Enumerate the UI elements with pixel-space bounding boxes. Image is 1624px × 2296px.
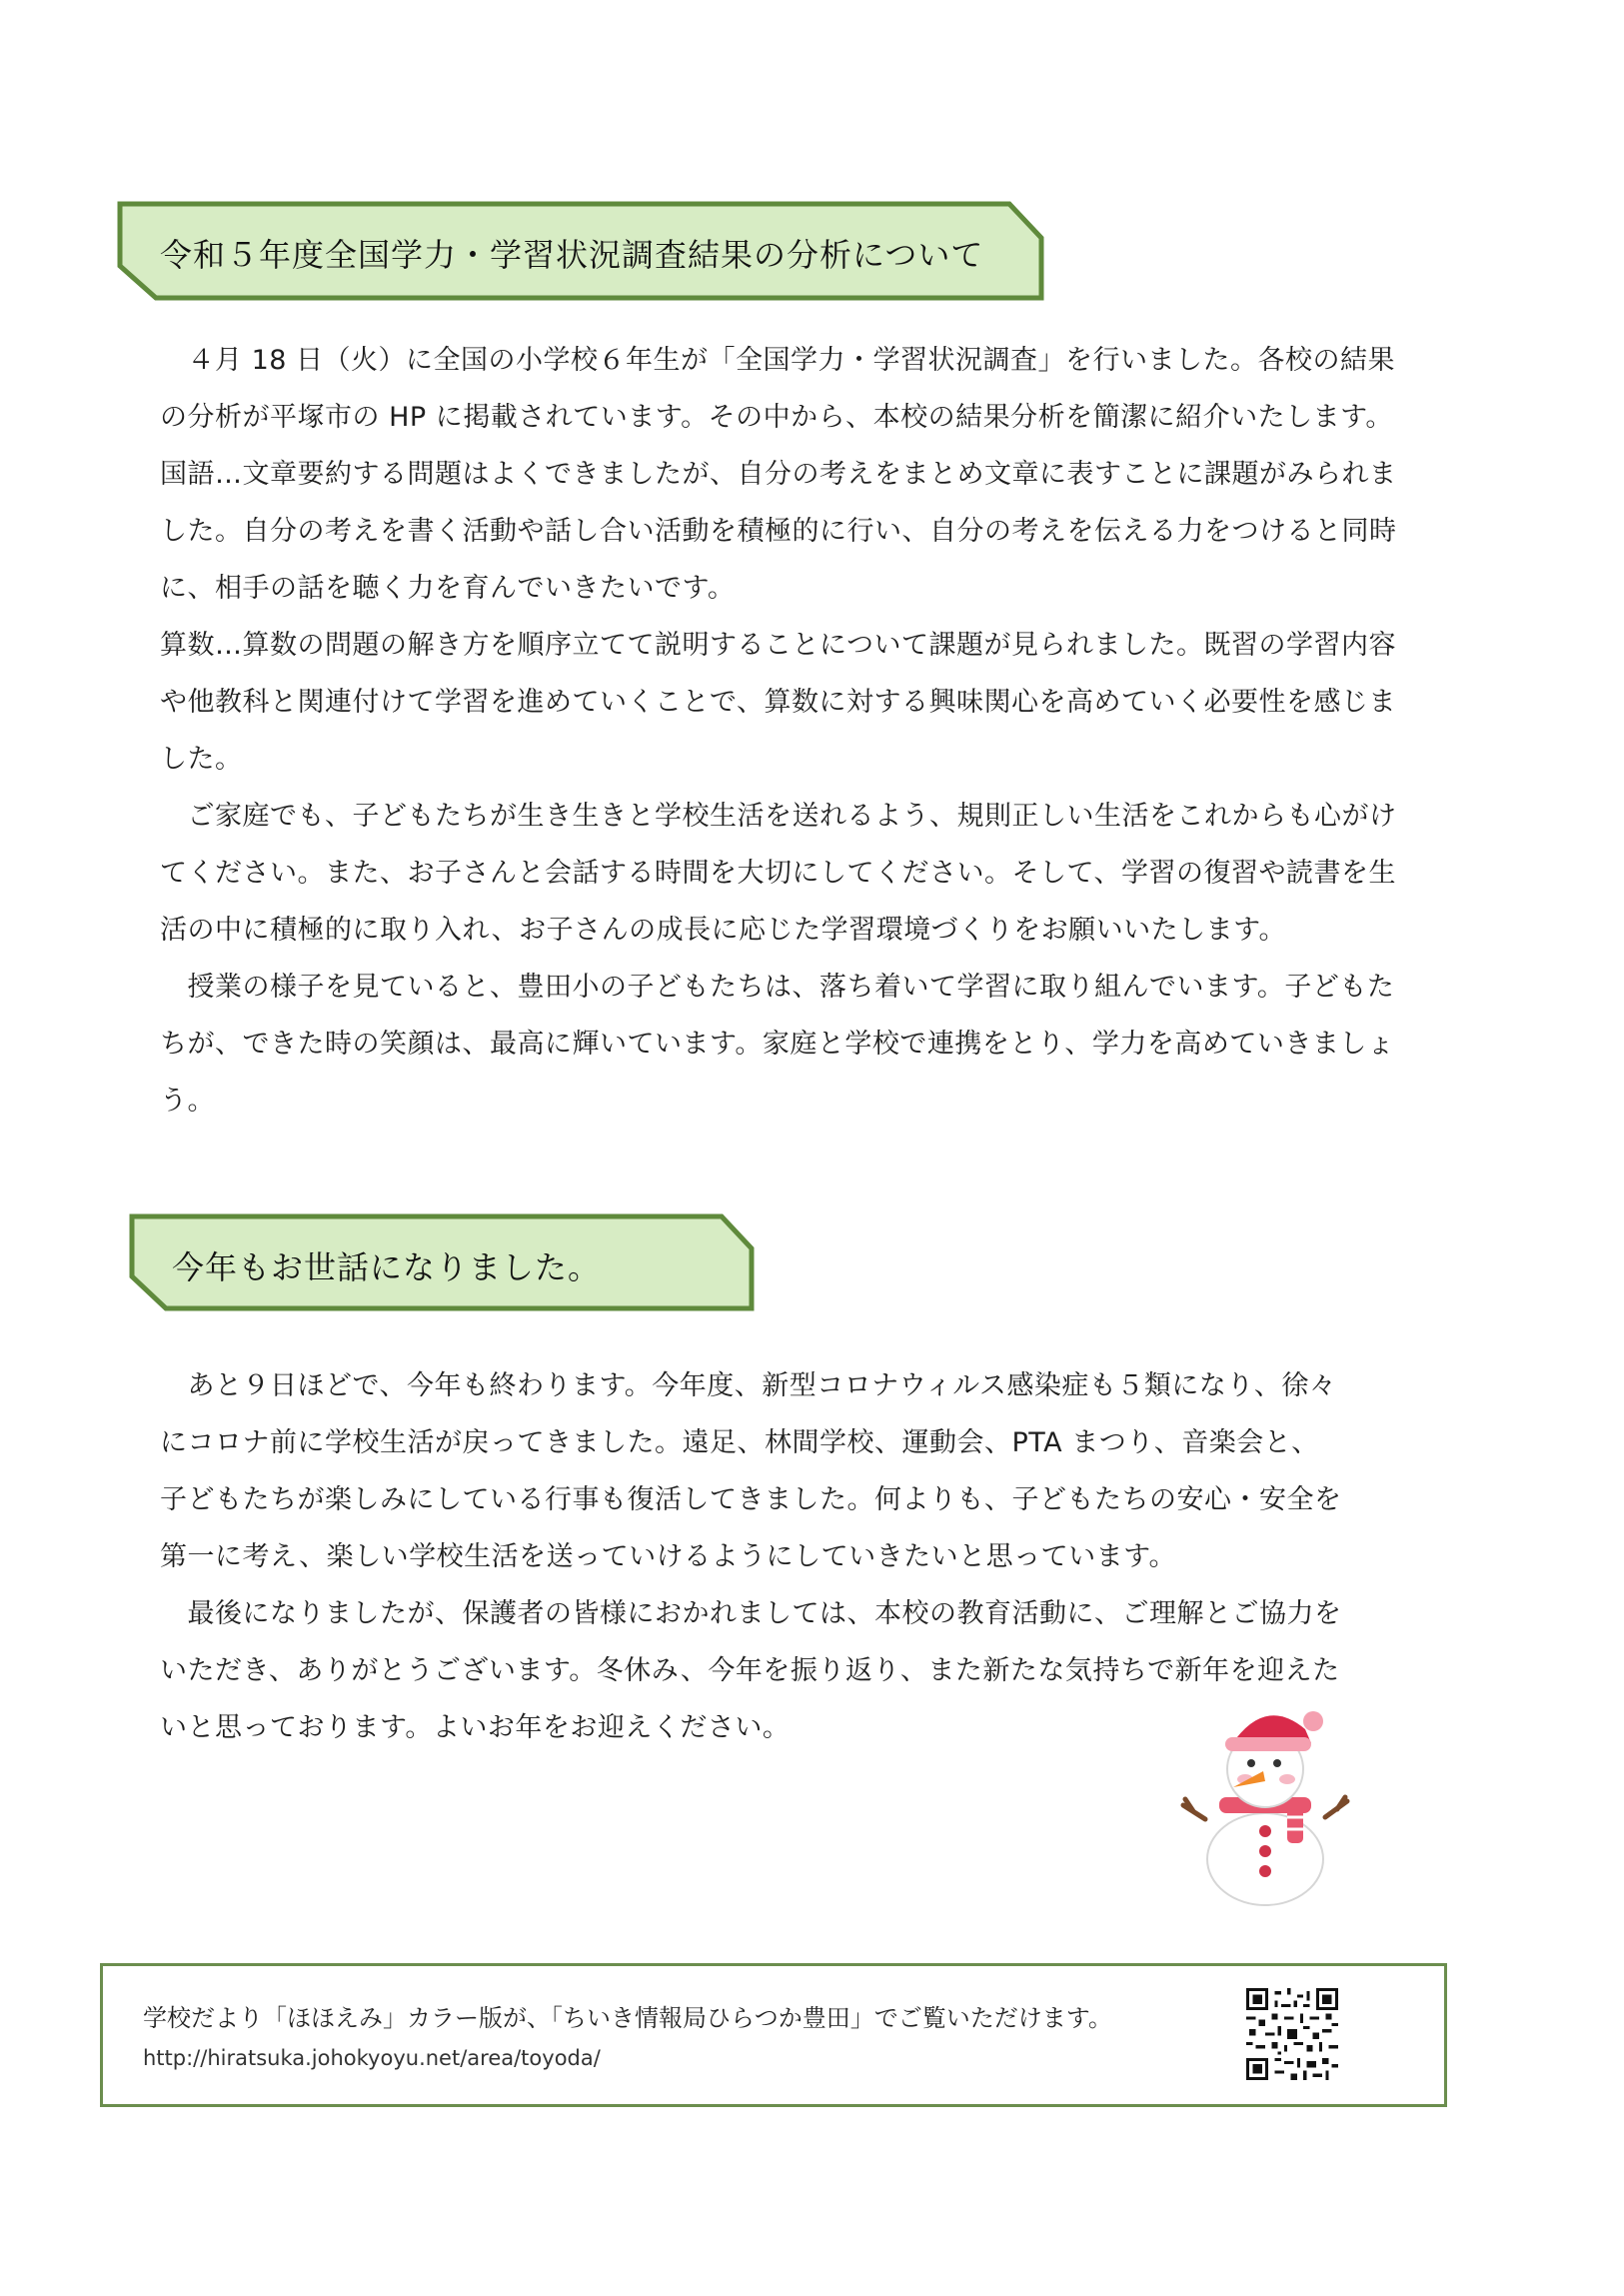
footer-notice-box bbox=[100, 1963, 1447, 2107]
section1-paragraph: 授業の様子を見ていると、豊田小の子どもたちは、落ち着いて学習に取り組んでいます。子どもた ちが、できた時の笑顔は、最高に輝いています。家庭と学校で連携をとり、学力を高めていきましょ う。 bbox=[160, 972, 1395, 1117]
section1-heading-box bbox=[116, 200, 1045, 302]
footer-notice-text: 学校だより「ほほえみ」カラー版が、「ちいき情報局ひらつか豊田」でご覧いただけます。 bbox=[143, 2004, 1112, 2032]
section2-body bbox=[160, 1357, 1409, 1756]
section1-paragraph: 国語…文章要約する問題はよくできましたが、自分の考えをまとめ文章に表すことに課題がみられま した。自分の考えを書く活動や話し合い活動を積極的に行い、自分の考えを伝える力をつけると同時 に、相手の話を聴く力を育んでいきたいです。 bbox=[160, 459, 1397, 604]
section1-paragraph: 算数…算数の問題の解き方を順序立てて説明することについて課題が見られました。既習の学習内容 や他教科と関連付けて学習を進めていくことで、算数に対する興味関心を高めていく必要性を感じま した。 bbox=[160, 630, 1396, 775]
section2-paragraph: 最後になりましたが、保護者の皆様におかれましては、本校の教育活動に、ご理解とご協力を いただき、ありがとうございます。冬休み、今年を振り返り、また新たな気持ちで新年を迎えた いと思っております。よいお年をお迎えください。 bbox=[160, 1598, 1342, 1743]
snowman-illustration bbox=[1175, 1699, 1355, 1909]
section2-heading: 今年もお世話になりました。 bbox=[172, 1248, 602, 1286]
qr-code-icon[interactable] bbox=[1246, 1988, 1338, 2080]
section1-body bbox=[160, 332, 1489, 1130]
footer-url-link[interactable]: http://hiratsuka.johokyoyu.net/area/toyoda/ bbox=[143, 2046, 601, 2070]
section2-paragraph: あと９日ほどで、今年も終わります。今年度、新型コロナウィルス感染症も５類になり、徐々 にコロナ前に学校生活が戻ってきました。遠足、林間学校、運動会、PTA まつり、音楽会と、 子どもたちが楽しみにしている行事も復活してきました。何よりも、子どもたちの安心・安全を 第一に考え、楽しい学校生活を送っていけるようにしていきたいと思っています。 bbox=[160, 1370, 1342, 1572]
section1-paragraph: ご家庭でも、子どもたちが生き生きと学校生活を送れるよう、規則正しい生活をこれからも心がけ てください。また、お子さんと会話する時間を大切にしてください。そして、学習の復習や読書を生 活の中に積極的に取り入れ、お子さんの成長に応じた学習環境づくりをお願いいたします。 bbox=[160, 801, 1397, 946]
section2-heading-box bbox=[128, 1212, 756, 1312]
section1-heading: 令和５年度全国学力・学習状況調査結果の分析について bbox=[160, 236, 984, 274]
section1-paragraph: ４月 18 日（火）に全国の小学校６年生が「全国学力・学習状況調査」を行いました。各校の結果 の分析が平塚市の HP に掲載されています。その中から、本校の結果分析を簡潔に紹介いたします。 bbox=[160, 345, 1396, 433]
